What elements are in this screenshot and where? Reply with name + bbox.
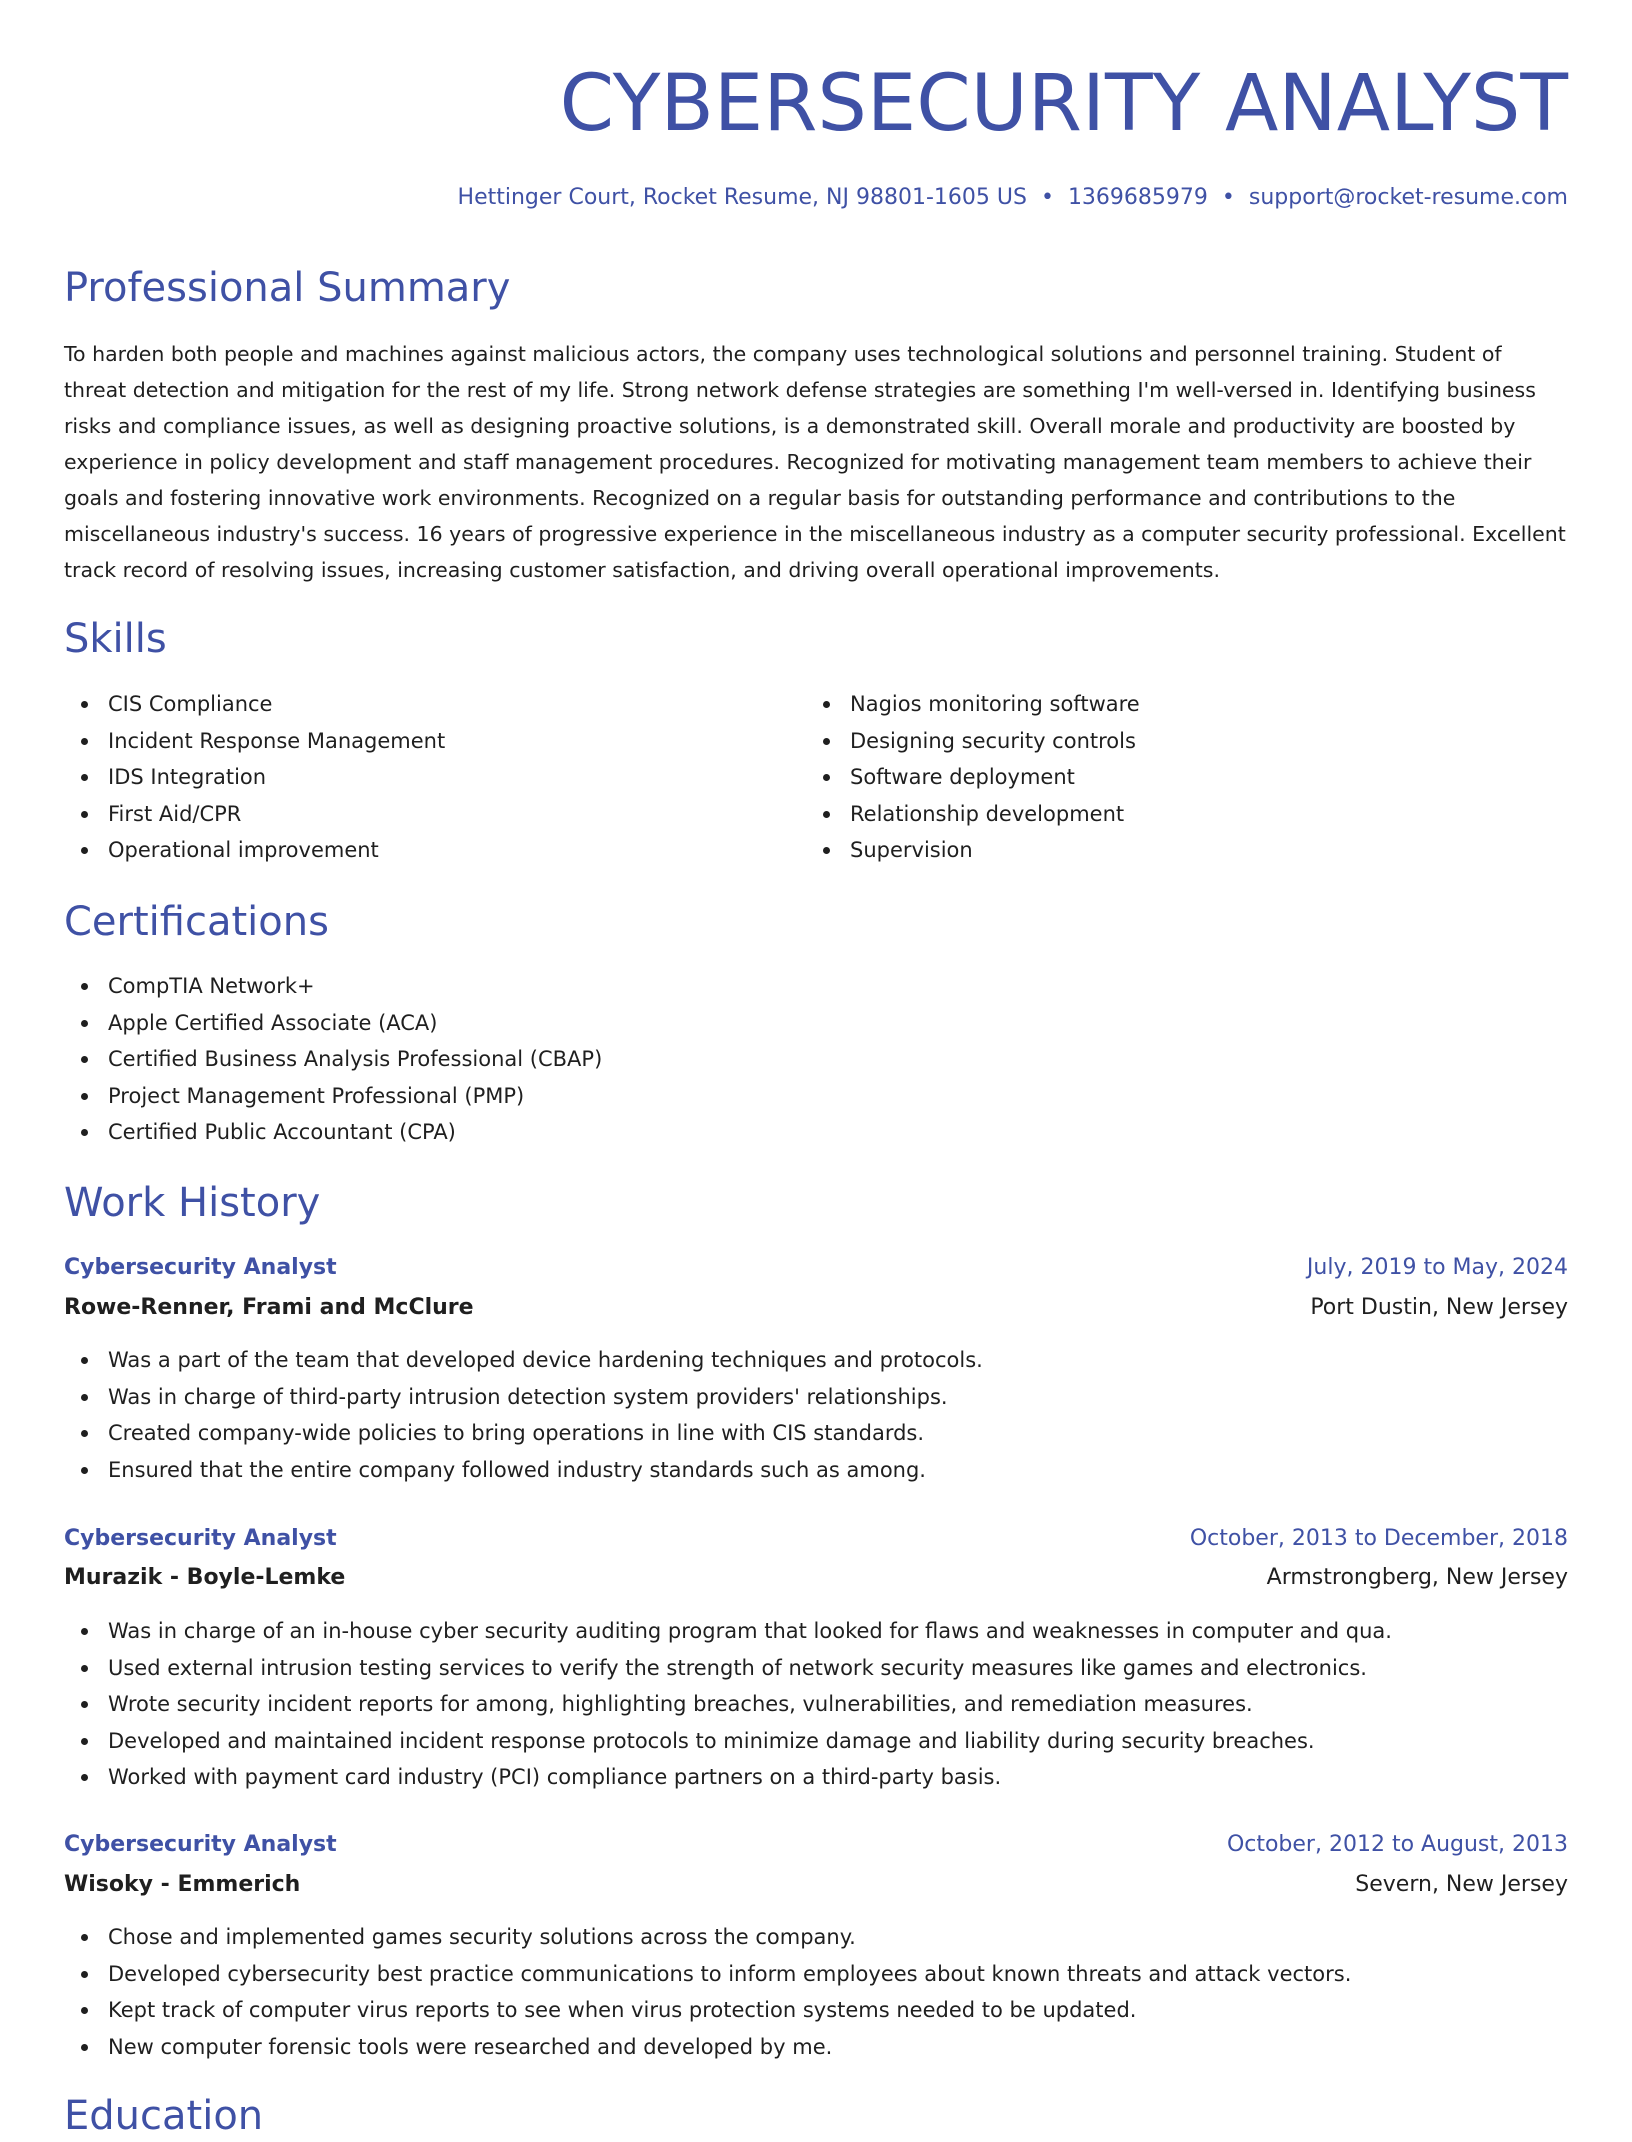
certification-item: Certified Business Analysis Professional (CBAP)	[64, 1041, 602, 1078]
job-dates: October, 2012 to August, 2013	[1226, 1832, 1568, 1857]
skill-item: First Aid/CPR	[64, 796, 445, 833]
certification-item: Apple Certified Associate (ACA)	[64, 1005, 602, 1042]
contact-email: support@rocket-resume.com	[1248, 185, 1568, 210]
skill-item: Incident Response Management	[64, 723, 445, 760]
job-bullets	[64, 1342, 983, 1488]
skill-item: Supervision	[806, 832, 1140, 869]
work-history-heading: Work History	[64, 1180, 321, 1226]
job-bullet: Kept track of computer virus reports to see when virus protection systems needed to be updated.	[64, 1992, 1351, 2029]
skill-item: Operational improvement	[64, 832, 445, 869]
resume-title: CYBERSECURITY ANALYST	[559, 59, 1568, 149]
job-bullet: New computer forensic tools were researched and developed by me.	[64, 2029, 1351, 2066]
contact-phone: 1369685979	[1067, 185, 1208, 210]
job-bullets	[64, 1613, 1392, 1796]
job-bullet: Developed cybersecurity best practice communications to inform employees about known threats and attack vectors.	[64, 1956, 1351, 1993]
certification-item: Certified Public Accountant (CPA)	[64, 1114, 602, 1151]
job-title: Cybersecurity Analyst	[64, 1832, 337, 1857]
contact-line	[458, 182, 1568, 214]
job-company: Murazik - Boyle-Lemke	[64, 1565, 346, 1590]
job-bullet: Wrote security incident reports for among, highlighting breaches, vulnerabilities, and remediation measures.	[64, 1686, 1392, 1723]
job-company: Rowe-Renner, Frami and McClure	[64, 1295, 474, 1320]
education-heading: Education	[64, 2093, 264, 2139]
job-bullet: Was in charge of third-party intrusion detection system providers' relationships.	[64, 1379, 983, 1416]
skill-item: Software deployment	[806, 759, 1140, 796]
job-title: Cybersecurity Analyst	[64, 1526, 337, 1551]
job-bullet: Worked with payment card industry (PCI) compliance partners on a third-party basis.	[64, 1759, 1392, 1796]
job-bullet: Developed and maintained incident response protocols to minimize damage and liability during security breaches.	[64, 1723, 1392, 1760]
certifications-list	[64, 968, 602, 1151]
job-bullet: Created company-wide policies to bring operations in line with CIS standards.	[64, 1415, 983, 1452]
skill-item: CIS Compliance	[64, 686, 445, 723]
job-dates: October, 2013 to December, 2018	[1189, 1526, 1568, 1551]
certification-item: CompTIA Network+	[64, 968, 602, 1005]
contact-separator: •	[1040, 185, 1054, 210]
skill-item: IDS Integration	[64, 759, 445, 796]
job-dates: July, 2019 to May, 2024	[1306, 1255, 1568, 1280]
skills-list-right	[806, 686, 1140, 869]
job-location: Severn, New Jersey	[1355, 1872, 1568, 1897]
contact-address: Hettinger Court, Rocket Resume, NJ 98801-1605 US	[457, 185, 1027, 210]
summary-heading: Professional Summary	[64, 265, 511, 311]
job-title: Cybersecurity Analyst	[64, 1255, 337, 1280]
certification-item: Project Management Professional (PMP)	[64, 1078, 602, 1115]
job-bullet: Used external intrusion testing services to verify the strength of network security measures like games and electronics.	[64, 1650, 1392, 1687]
skills-heading: Skills	[64, 616, 167, 662]
job-bullets	[64, 1919, 1351, 2065]
summary-text: To harden both people and machines against malicious actors, the company uses technological solutions and personnel training. Student of threat detection and mitigation for the rest of my life. Strong network defense strategies are something I'm well-versed in. Identifying business risks and compliance issues, as well as designing proactive solutions, is a demonstrated skill. Overall morale and productivity are boosted by experience in policy development and staff management procedures. Recognized for motivating management team members to achieve their goals and fostering innovative work environments. Recognized on a regular basis for outstanding performance and contributions to the miscellaneous industry's success. 16 years of progressive experience in the miscellaneous industry as a computer security professional. Excellent track record of resolving issues, increasing customer satisfaction, and driving overall operational improvements.	[64, 342, 1566, 582]
contact-separator: •	[1221, 185, 1235, 210]
skill-item: Designing security controls	[806, 723, 1140, 760]
job-location: Armstrongberg, New Jersey	[1266, 1565, 1568, 1590]
job-bullet: Ensured that the entire company followed industry standards such as among.	[64, 1452, 983, 1489]
job-bullet: Was in charge of an in-house cyber security auditing program that looked for flaws and weaknesses in computer and qua.	[64, 1613, 1392, 1650]
job-location: Port Dustin, New Jersey	[1310, 1295, 1568, 1320]
job-bullet: Was a part of the team that developed device hardening techniques and protocols.	[64, 1342, 983, 1379]
skill-item: Nagios monitoring software	[806, 686, 1140, 723]
job-company: Wisoky - Emmerich	[64, 1872, 301, 1897]
skill-item: Relationship development	[806, 796, 1140, 833]
certifications-heading: Certifications	[64, 899, 329, 945]
skills-list-left	[64, 686, 445, 869]
job-bullet: Chose and implemented games security solutions across the company.	[64, 1919, 1351, 1956]
